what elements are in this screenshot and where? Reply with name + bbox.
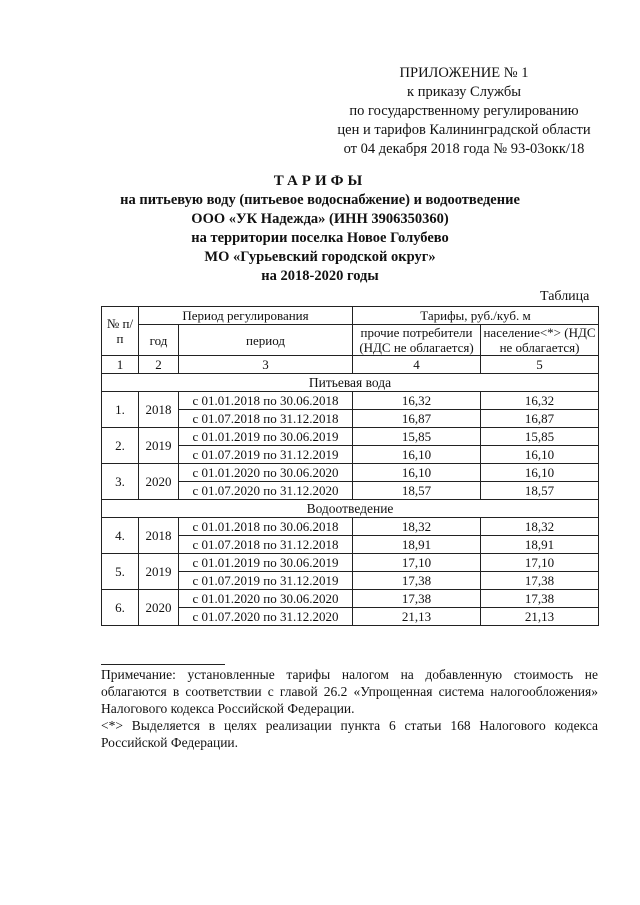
row-period: с 01.01.2019 по 30.06.2019 [179,428,353,446]
tariff-table [101,306,599,626]
column-number: 4 [353,356,481,374]
tariff-population: 18,57 [481,482,599,500]
tariff-population: 21,13 [481,608,599,626]
row-period: с 01.01.2019 по 30.06.2019 [179,554,353,572]
section-title: Водоотведение [102,500,599,518]
tariff-other: 18,91 [353,536,481,554]
row-number: 6. [102,590,139,626]
section-title: Питьевая вода [102,374,599,392]
tariff-population: 16,87 [481,410,599,428]
row-year: 2019 [139,554,179,590]
appendix-line: цен и тарифов Калининградской области [337,122,591,138]
row-year: 2018 [139,518,179,554]
row-period: с 01.07.2020 по 31.12.2020 [179,608,353,626]
column-number: 1 [102,356,139,374]
tariff-other: 17,38 [353,590,481,608]
header-other-consumers: прочие потребители (НДС не облагается) [353,325,481,356]
appendix-line: от 04 декабря 2018 года № 93-03окк/18 [343,141,585,157]
title-line: МО «Гурьевский городской округ» [204,249,436,265]
note-main: Примечание: установленные тарифы налогом на добавленную стоимость не облагаются в соответствии с главой 26.2 «Упрощенная система налогообложения» Налогового кодекса Российской Федерации. [101,667,598,716]
row-number: 1. [102,392,139,428]
tariff-population: 17,10 [481,554,599,572]
tariff-population: 18,32 [481,518,599,536]
row-period: с 01.01.2020 по 30.06.2020 [179,590,353,608]
title-line: на территории поселка Новое Голубево [191,230,449,246]
section-row [102,500,599,518]
appendix-title: ПРИЛОЖЕНИЕ № 1 [399,65,529,81]
column-number: 5 [481,356,599,374]
table-row [102,518,599,536]
appendix-line: по государственному регулированию [349,103,579,119]
header-num: № п/п [102,307,139,356]
tariff-population: 16,32 [481,392,599,410]
header-population: население<*> (НДС не облагается) [481,325,599,356]
row-period: с 01.01.2018 по 30.06.2018 [179,518,353,536]
row-year: 2020 [139,590,179,626]
row-period: с 01.01.2018 по 30.06.2018 [179,392,353,410]
row-number: 4. [102,518,139,554]
tariff-population: 16,10 [481,464,599,482]
header-period: период [179,325,353,356]
row-year: 2018 [139,392,179,428]
tariff-other: 17,38 [353,572,481,590]
table-row [102,590,599,608]
tariff-other: 21,13 [353,608,481,626]
row-number: 2. [102,428,139,464]
tariff-population: 17,38 [481,572,599,590]
row-number: 5. [102,554,139,590]
table-row [102,392,599,410]
table-label: Таблица [540,289,590,304]
row-year: 2019 [139,428,179,464]
note-footnote: <*> Выделяется в целях реализации пункта 6 статьи 168 Налогового кодекса Российской Федерации. [101,718,598,750]
table-row [102,464,599,482]
row-period: с 01.01.2020 по 30.06.2020 [179,464,353,482]
column-number: 2 [139,356,179,374]
appendix-line: к приказу Службы [407,84,521,100]
notes-divider [101,664,225,665]
tariff-population: 16,10 [481,446,599,464]
row-year: 2020 [139,464,179,500]
table-row [102,428,599,446]
tariff-other: 15,85 [353,428,481,446]
tariff-other: 18,32 [353,518,481,536]
header-period-group: Период регулирования [139,307,353,325]
row-period: с 01.07.2020 по 31.12.2020 [179,482,353,500]
column-number: 3 [179,356,353,374]
title-main: ТАРИФЫ [273,173,367,189]
title-line: на 2018-2020 годы [261,268,379,284]
row-period: с 01.07.2019 по 31.12.2019 [179,446,353,464]
row-period: с 01.07.2018 по 31.12.2018 [179,410,353,428]
appendix-header [318,64,610,159]
row-period: с 01.07.2019 по 31.12.2019 [179,572,353,590]
tariff-other: 16,32 [353,392,481,410]
document-title [80,172,560,286]
header-tariff-group: Тарифы, руб./куб. м [353,307,599,325]
tariff-population: 17,38 [481,590,599,608]
tariff-other: 16,10 [353,446,481,464]
tariff-population: 18,91 [481,536,599,554]
row-period: с 01.07.2018 по 31.12.2018 [179,536,353,554]
notes [101,666,598,751]
tariff-other: 16,10 [353,464,481,482]
tariff-other: 16,87 [353,410,481,428]
tariff-other: 17,10 [353,554,481,572]
header-year: год [139,325,179,356]
section-row [102,374,599,392]
tariff-population: 15,85 [481,428,599,446]
row-number: 3. [102,464,139,500]
table-row [102,554,599,572]
tariff-other: 18,57 [353,482,481,500]
title-line: на питьевую воду (питьевое водоснабжение) и водоотведение [120,192,520,208]
title-line: ООО «УК Надежда» (ИНН 3906350360) [191,211,449,227]
